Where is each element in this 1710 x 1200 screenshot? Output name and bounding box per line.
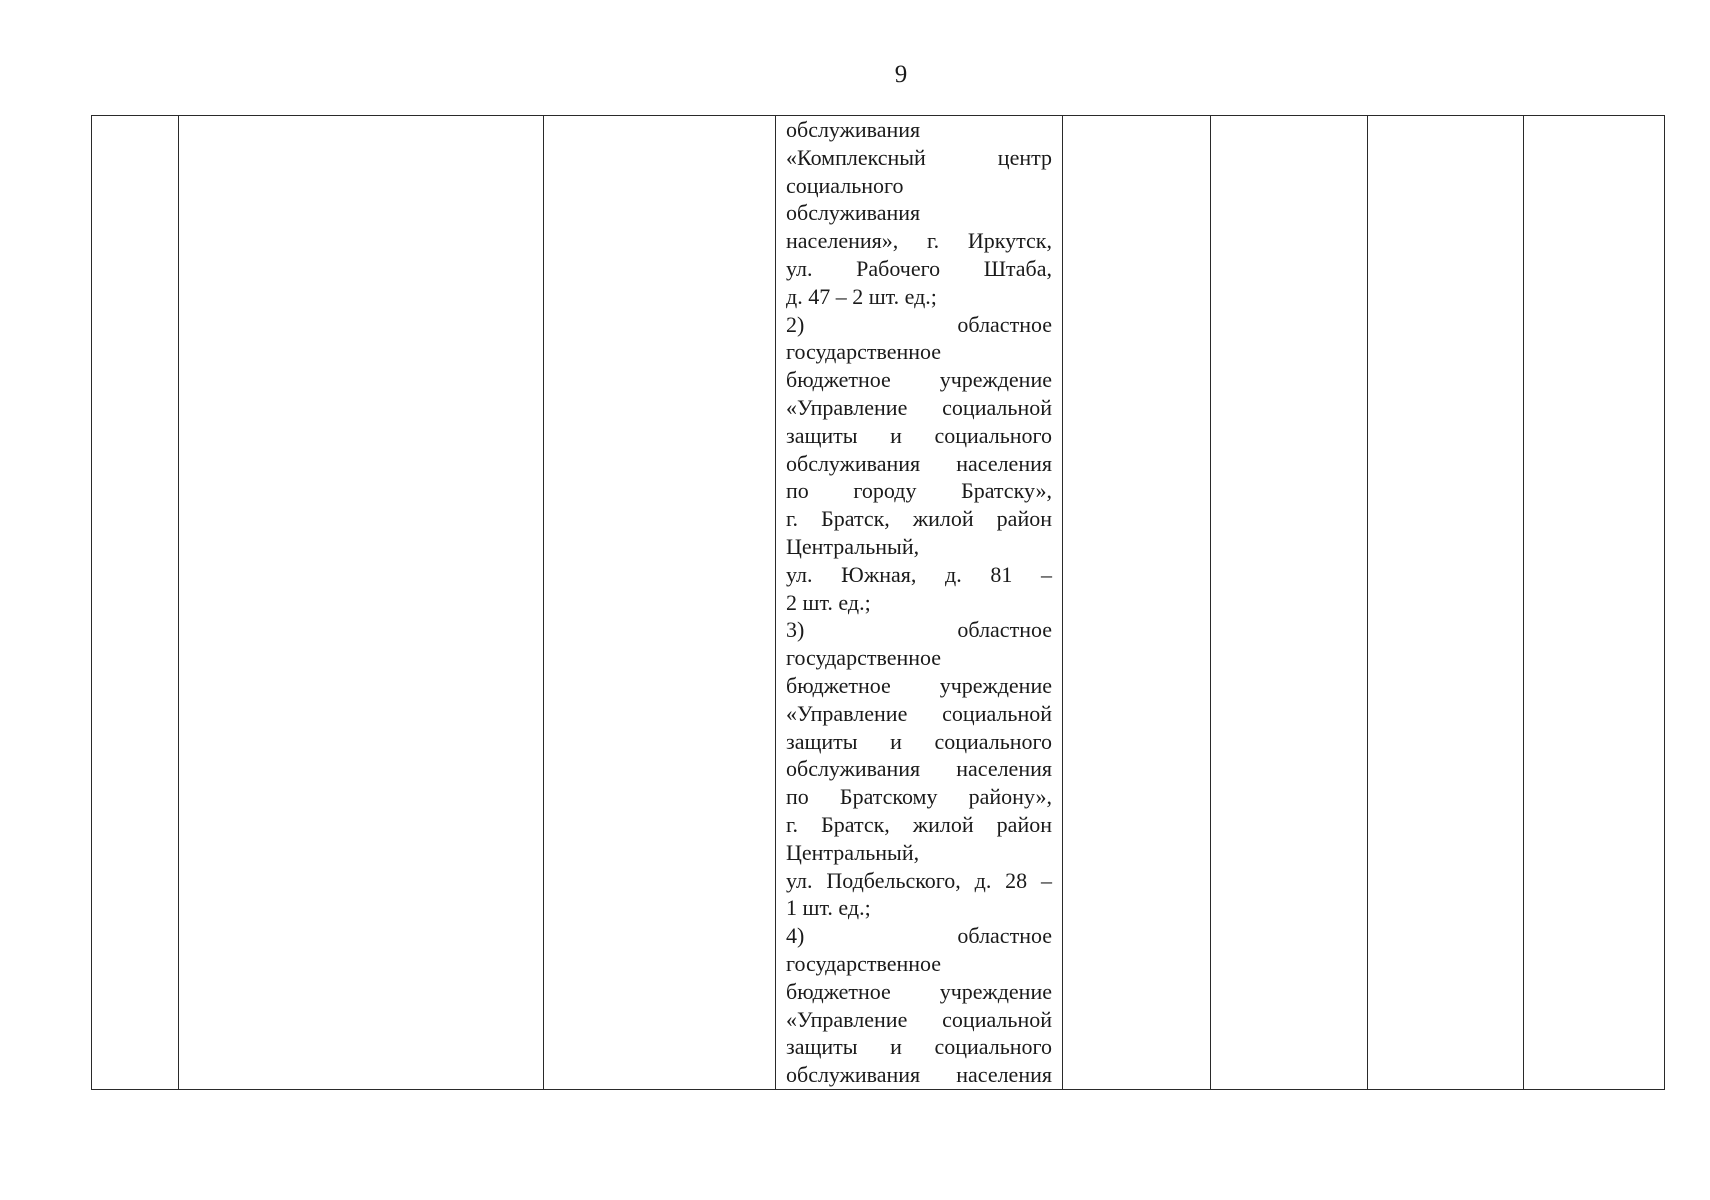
text-line: обслуживания <box>786 117 921 142</box>
text-line: бюджетное учреждение <box>786 978 1052 1004</box>
text-line: обслуживания населения <box>786 450 1052 476</box>
text-line: 2) областное <box>786 311 1052 337</box>
table-cell-col6 <box>1211 116 1368 1090</box>
text-line: ул. Южная, д. 81 – <box>786 561 1052 587</box>
text-line: по Братскому району», <box>786 784 1052 810</box>
text-line: защиты и социального <box>786 1034 1052 1060</box>
table-row <box>92 116 1665 1090</box>
table-cell-col5 <box>1063 116 1211 1090</box>
text-line: ул. Рабочего Штаба, <box>786 255 1052 281</box>
text-line: Центральный, <box>786 839 920 865</box>
text-line: г. Братск, жилой район <box>786 811 1052 837</box>
text-line: 2 шт. ед.; <box>786 589 871 615</box>
text-line: д. 47 – 2 шт. ед.; <box>786 283 937 309</box>
text-line: бюджетное учреждение <box>786 672 1052 698</box>
text-line: по городу Братску», <box>786 478 1052 504</box>
text-line: 3) областное <box>786 617 1052 643</box>
text-line: Центральный, <box>786 533 920 559</box>
text-line: социального <box>786 172 904 198</box>
text-line: государственное <box>786 645 942 671</box>
table-cell-col3 <box>544 116 776 1090</box>
text-line: обслуживания населения <box>786 1062 1052 1088</box>
table-cell-col4-institutions <box>776 116 1063 1090</box>
text-line: 1 шт. ед.; <box>786 895 871 921</box>
table-cell-col7 <box>1368 116 1524 1090</box>
text-line: «Комплексный центр <box>786 144 1052 170</box>
table-cell-col8 <box>1524 116 1665 1090</box>
table-cell-col1 <box>92 116 179 1090</box>
text-line: г. Братск, жилой район <box>786 506 1052 532</box>
continuation-table <box>91 115 1665 1090</box>
text-line: государственное <box>786 339 942 365</box>
text-line: населения», г. Иркутск, <box>786 228 1052 254</box>
text-line: «Управление социальной <box>786 700 1052 726</box>
page-number: 9 <box>894 61 908 88</box>
text-line: бюджетное учреждение <box>786 367 1052 393</box>
text-line: защиты и социального <box>786 728 1052 754</box>
table-cell-col2 <box>179 116 544 1090</box>
text-line: государственное <box>786 950 942 976</box>
text-line: 4) областное <box>786 923 1052 949</box>
institution-list-text <box>786 116 1052 1089</box>
text-line: обслуживания <box>786 200 921 226</box>
text-line: обслуживания населения <box>786 756 1052 782</box>
text-line: «Управление социальной <box>786 1006 1052 1032</box>
text-line: «Управление социальной <box>786 394 1052 420</box>
text-line: защиты и социального <box>786 422 1052 448</box>
text-line: ул. Подбельского, д. 28 – <box>786 867 1052 893</box>
